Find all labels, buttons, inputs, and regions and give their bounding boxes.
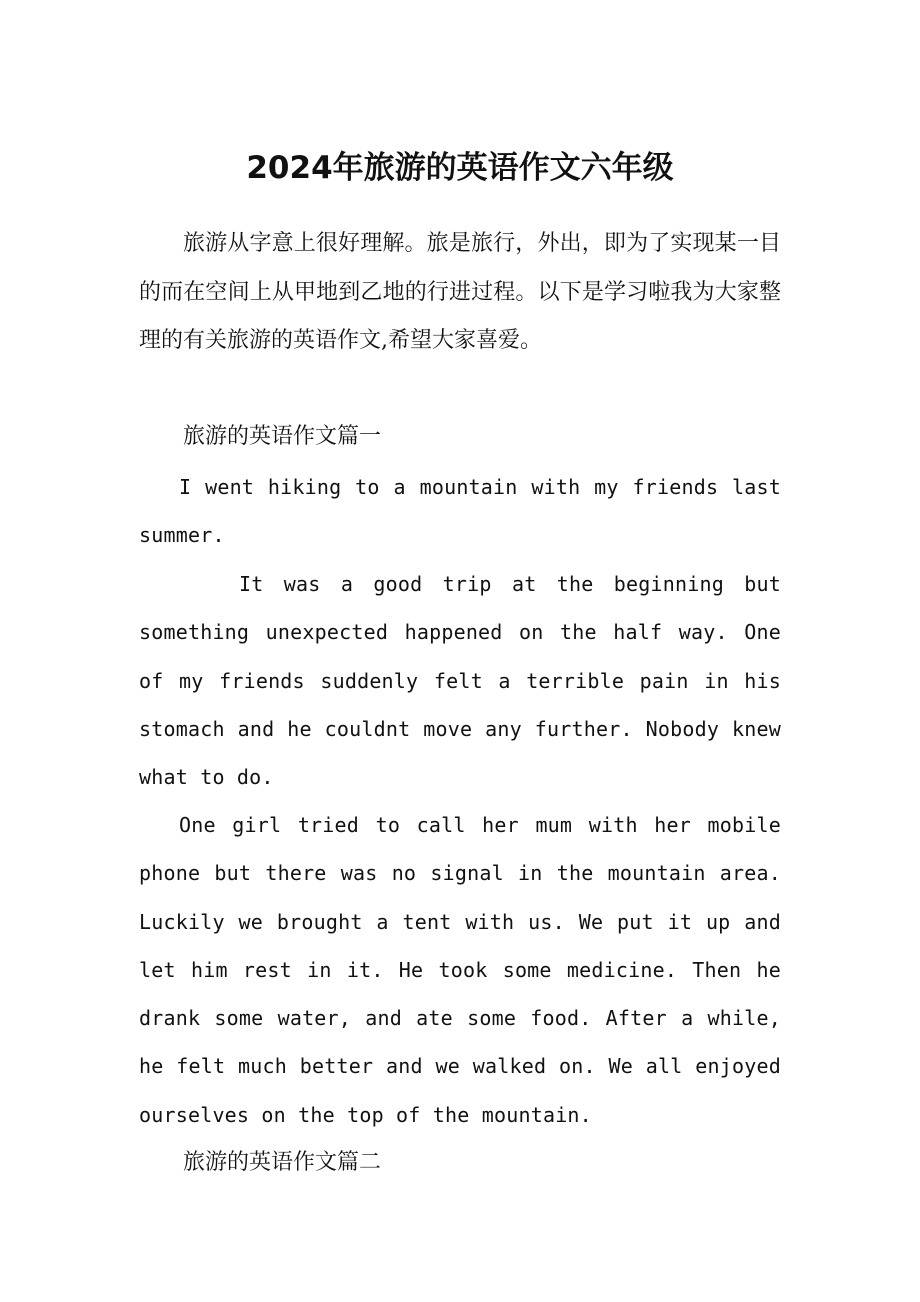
essay-paragraph-2: It was a good trip at the beginning but something unexpected happened on the half way. One of my friends suddenly felt a terrible pain in his stomach and he couldnt move any further. Nobody knew what to do.	[139, 572, 781, 790]
essay-paragraph-1: I went hiking to a mountain with my friends last summer.	[139, 475, 781, 548]
essay-paragraph-3: One girl tried to call her mum with her mobile phone but there was no signal in the mountain area. Luckily we brought a tent with us. We put it up and let him rest in it. He took some medicine. Then he drank some water, and ate some food. After a while, he felt much better and we walked on. We all enjoyed ourselves on the top of the mountain.	[139, 813, 781, 1127]
intro-paragraph: 旅游从字意上很好理解。旅是旅行，外出，即为了实现某一目的而在空间上从甲地到乙地的行进过程。以下是学习啦我为大家整理的有关旅游的英语作文,希望大家喜爱。	[139, 231, 781, 353]
section-heading-1: 旅游的英语作文篇一	[183, 424, 382, 449]
document-title: 2024年旅游的英语作文六年级	[246, 150, 674, 186]
section-heading-2: 旅游的英语作文篇二	[183, 1150, 382, 1175]
